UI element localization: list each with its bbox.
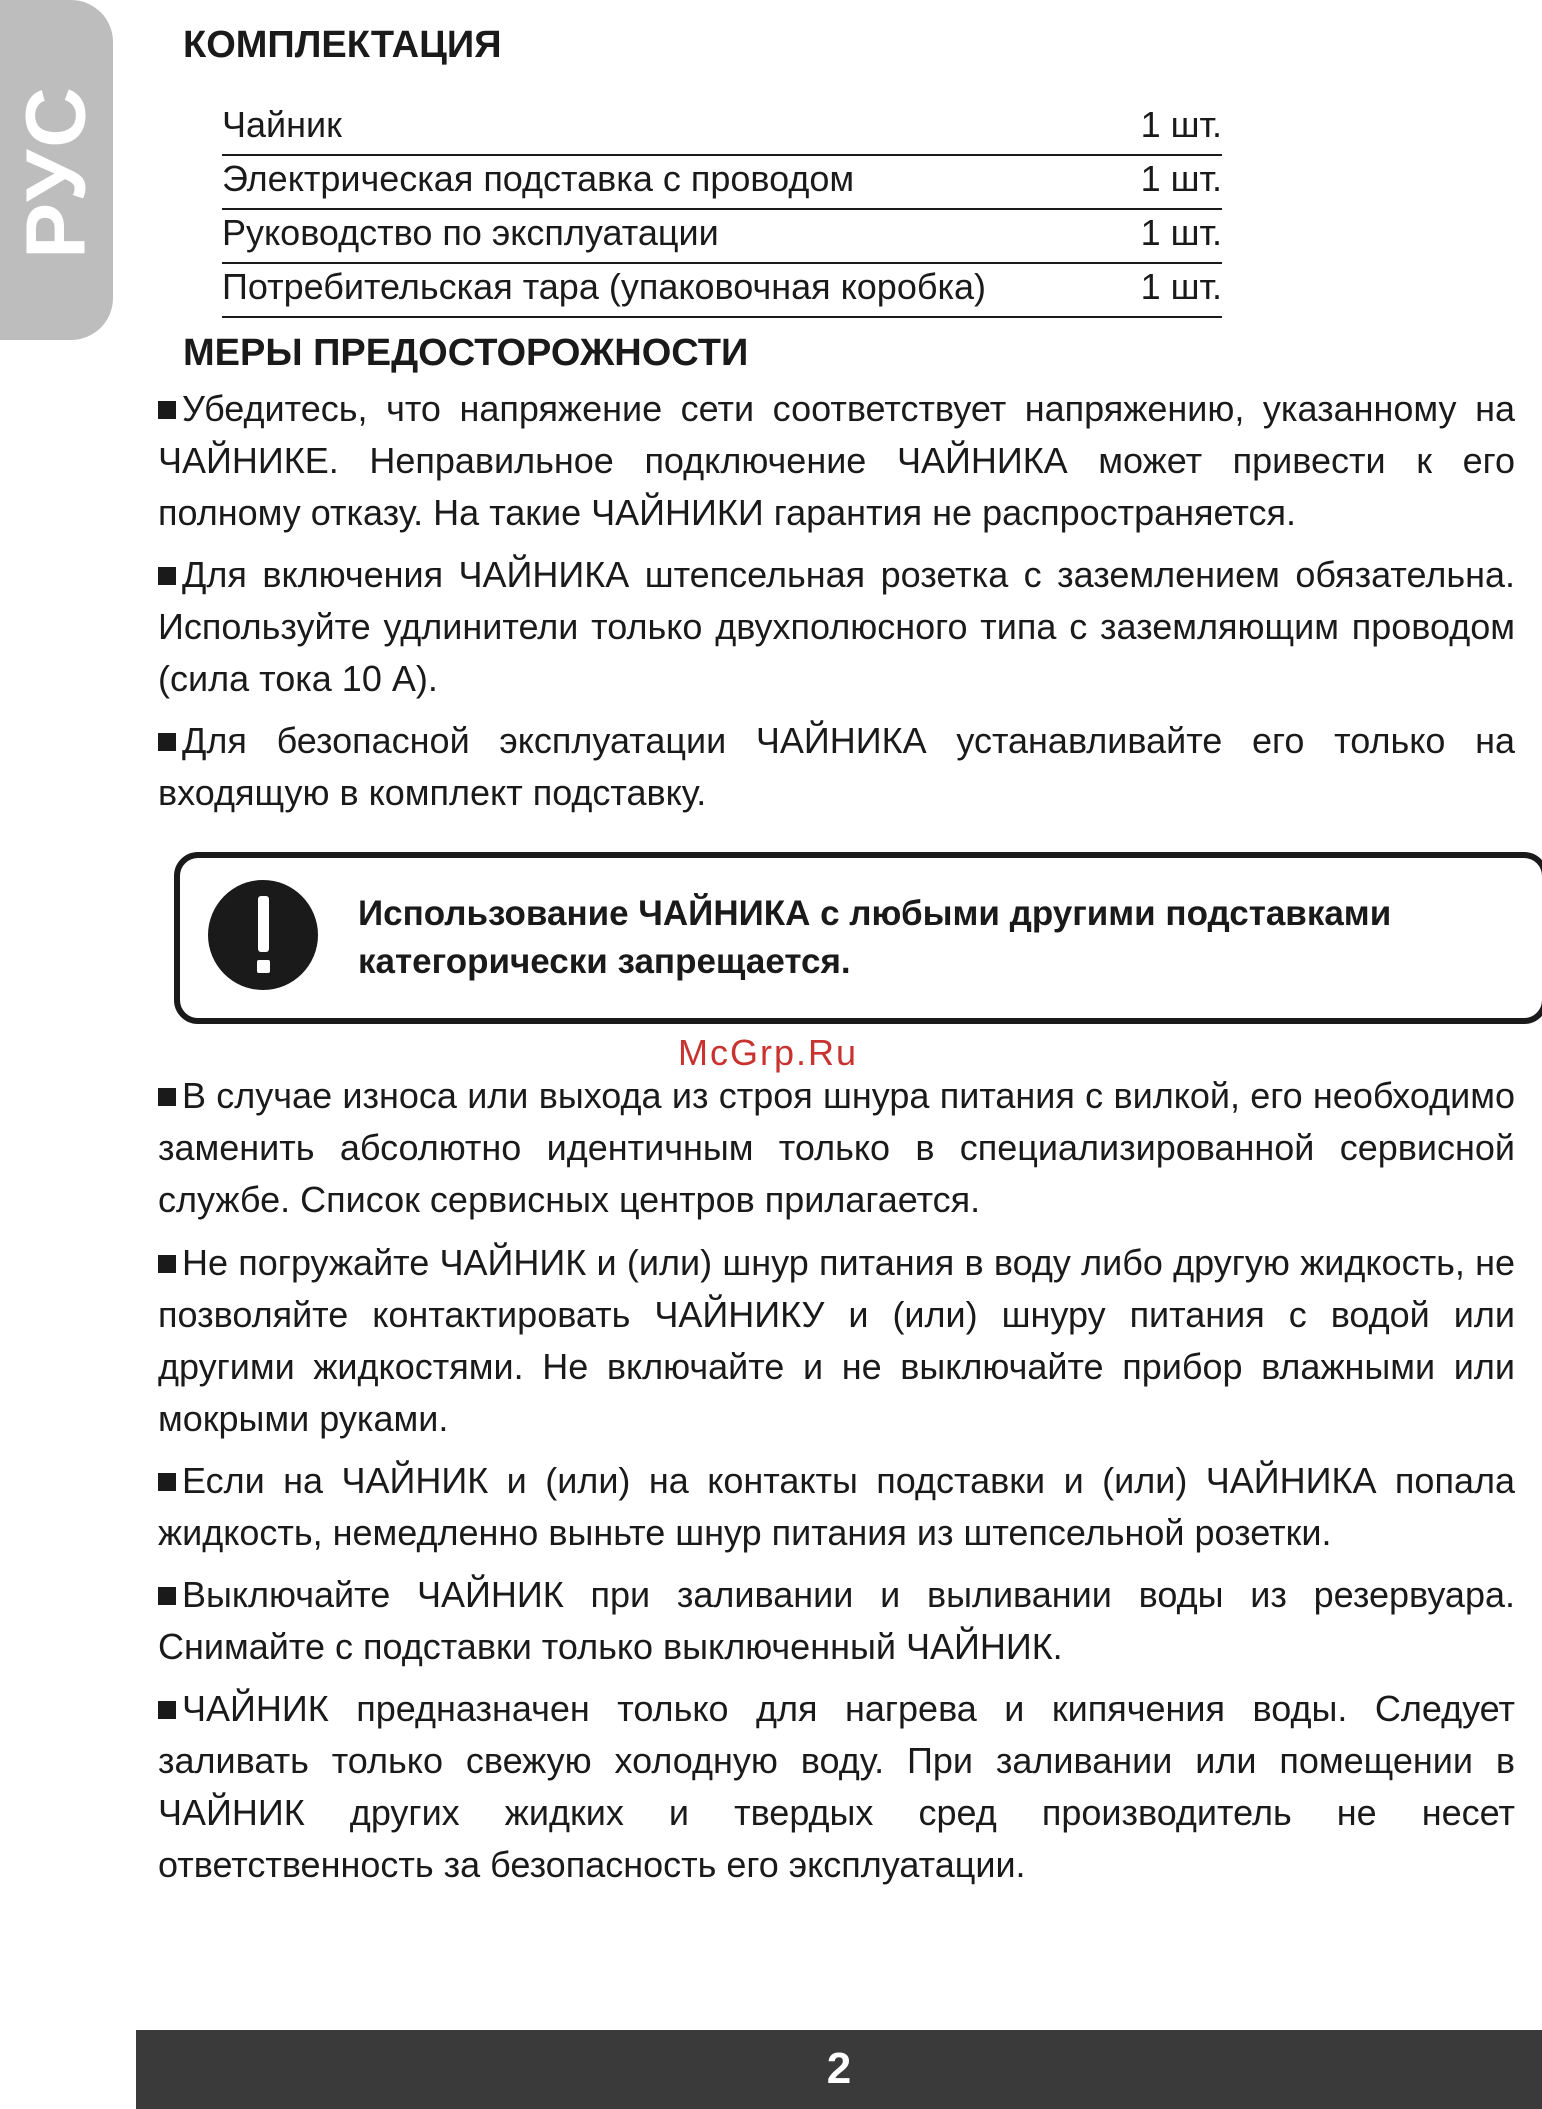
bullet-square-icon [158, 733, 176, 751]
kit-item-qty: 1 шт. [1140, 158, 1222, 199]
kit-item-name: Электрическая подставка с проводом [222, 158, 855, 199]
kit-list [222, 102, 1222, 318]
page-number: 2 [826, 2044, 852, 2093]
kit-item [222, 264, 1222, 318]
watermark: McGrp.Ru [678, 1032, 859, 1073]
kit-item [222, 156, 1222, 210]
safety-paragraph [158, 1455, 1515, 1559]
kit-item [222, 102, 1222, 156]
safety-section-title: МЕРЫ ПРЕДОСТОРОЖНОСТИ [183, 332, 749, 374]
safety-paragraph-text: Если на ЧАЙНИК и (или) на контакты подставки и (или) ЧАЙНИКА попала жидкость, немедленно выньте шнур питания из штепсельной розетки. [158, 1460, 1515, 1553]
safety-paragraph-text: Для включения ЧАЙНИКА штепсельная розетка с заземлением обязательна. Используйте удлинители только двухполюсного типа с заземляющим проводом (сила тока 10 А). [158, 554, 1515, 699]
safety-paragraph-text: Не погружайте ЧАЙНИК и (или) шнур питания в воду либо другую жидкость, не позволяйте контактировать ЧАЙНИКУ и (или) шнуру питания с водой или другими жидкостями. Не включайте и не выключайте прибор влажными или мокрыми руками. [158, 1242, 1515, 1439]
kit-item-qty: 1 шт. [1140, 104, 1222, 145]
safety-paragraph-text: В случае износа или выхода из строя шнура питания с вилкой, его необходимо заменить абсолютно идентичным только в специализированной сервисной службе. Список сервисных центров прилагается. [158, 1075, 1515, 1220]
bullet-square-icon [158, 401, 176, 419]
exclamation-icon [208, 880, 318, 990]
bullet-square-icon [158, 1088, 176, 1106]
bullet-square-icon [158, 1587, 176, 1605]
safety-paragraph [158, 1237, 1515, 1445]
safety-paragraph-text: Убедитесь, что напряжение сети соответствует напряжению, указанному на ЧАЙНИКЕ. Неправильное подключение ЧАЙНИКА может привести к его полному отказу. На такие ЧАЙНИКИ гарантия не распространяется. [158, 388, 1515, 533]
warning-box [174, 852, 1542, 1024]
kit-item-name: Потребительская тара (упаковочная коробка) [222, 266, 987, 307]
safety-paragraph [158, 1070, 1515, 1226]
safety-paragraph-text: Для безопасной эксплуатации ЧАЙНИКА устанавливайте его только на входящую в комплект подставку. [158, 720, 1515, 813]
language-tab-label: РУС [8, 85, 103, 259]
bullet-square-icon [158, 1701, 176, 1719]
warning-text: Использование ЧАЙНИКА с любыми другими подставками категорически запрещается. [358, 894, 1392, 981]
safety-paragraph [158, 1569, 1515, 1673]
safety-paragraph [158, 549, 1515, 705]
kit-section-title: КОМПЛЕКТАЦИЯ [183, 24, 502, 66]
safety-paragraph-text: Выключайте ЧАЙНИК при заливании и выливании воды из резервуара. Снимайте с подставки только выключенный ЧАЙНИК. [158, 1574, 1515, 1667]
kit-item-qty: 1 шт. [1140, 212, 1222, 253]
kit-item-name: Руководство по эксплуатации [222, 212, 719, 253]
kit-item-qty: 1 шт. [1140, 266, 1222, 307]
language-tab [0, 0, 113, 340]
safety-paragraph [158, 715, 1515, 819]
footer-bar [136, 2030, 1542, 2109]
bullet-square-icon [158, 567, 176, 585]
bullet-square-icon [158, 1255, 176, 1273]
bullet-square-icon [158, 1473, 176, 1491]
kit-item-name: Чайник [222, 104, 342, 145]
safety-paragraph-text: ЧАЙНИК предназначен только для нагрева и кипячения воды. Следует заливать только свежую холодную воду. При заливании или помещении в ЧАЙНИК других жидких и твердых сред производитель не несет ответственность за безопасность его эксплуатации. [158, 1688, 1515, 1885]
safety-paragraph [158, 1683, 1515, 1891]
safety-paragraph [158, 383, 1515, 539]
kit-item [222, 210, 1222, 264]
